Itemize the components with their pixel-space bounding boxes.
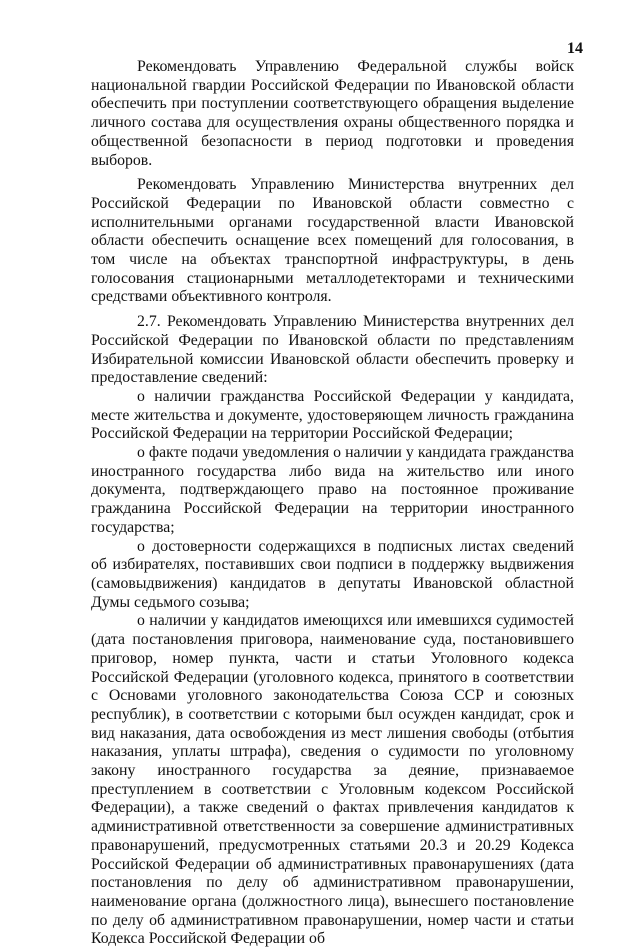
paragraph-signature-sheets: о достоверности содержащихся в подписных листах сведений об избирателях, поставивших свои подписи в поддержку выдвижения (самовыдвижения) кандидатов в депутаты Ивановской областной Думы седьмого созыва;	[91, 537, 574, 611]
page-number: 14	[567, 40, 583, 57]
paragraph-metal-detectors: Рекомендовать Управлению Министерства внутренних дел Российской Федерации по Ивановской области совместно с исполнительными органами государственной власти Ивановской области обеспечить оснащение всех помещений для голосования, в том числе на объектах транспортной инфраструктуры, в день голосования стационарными металлодетекторами и техническими средствами объективного контроля.	[91, 176, 574, 306]
paragraph-2-7: 2.7. Рекомендовать Управлению Министерства внутренних дел Российской Федерации по Ивановской области по представлениям Избирательной комиссии Ивановской области обеспечить проверку и предоставление сведений:	[91, 313, 574, 387]
paragraph-rosgvardia: Рекомендовать Управлению Федеральной службы войск национальной гвардии Российской Федерации по Ивановской области обеспечить при поступлении соответствующего обращения выделение личного состава для осуществления охраны общественного порядка и общественной безопасности в период подготовки и проведения выборов.	[91, 58, 574, 169]
document-body	[91, 58, 574, 949]
paragraph-criminal-records: о наличии у кандидатов имеющихся или имевшихся судимостей (дата постановления приговора, наименование суда, постановившего приговор, номер пункта, части и статьи Уголовного кодекса Российской Федерации (уголовного кодекса, принятого в соответствии с Основами уголовного законодательства Союза ССР и союзных республик), в соответствии с которыми был осужден кандидат, срок и вид наказания, дата освобождения из мест лишения свободы (отбытия наказания, уплаты штрафа), сведения о судимости по уголовному закону иностранного государства за деяние, признаваемое преступлением в соответствии с Уголовным кодексом Российской Федерации), а также сведений о фактах привлечения кандидатов к административной ответственности за совершение административных правонарушений, предусмотренных статьями 20.3 и 20.29 Кодекса Российской Федерации об административных правонарушениях (дата постановления по делу об административном правонарушении, наименование органа (должностного лица), вынесшего постановление по делу об административном правонарушении, номер части и статьи Кодекса Российской Федерации об	[91, 612, 574, 948]
paragraph-foreign-citizenship: о факте подачи уведомления о наличии у кандидата гражданства иностранного государства либо вида на жительство или иного документа, подтверждающего право на постоянное проживание гражданина Российской Федерации на территории иностранного государства;	[91, 444, 574, 536]
paragraph-citizenship: о наличии гражданства Российской Федерации у кандидата, месте жительства и документе, удостоверяющем личность гражданина Российской Федерации на территории Российской Федерации;	[91, 387, 574, 443]
